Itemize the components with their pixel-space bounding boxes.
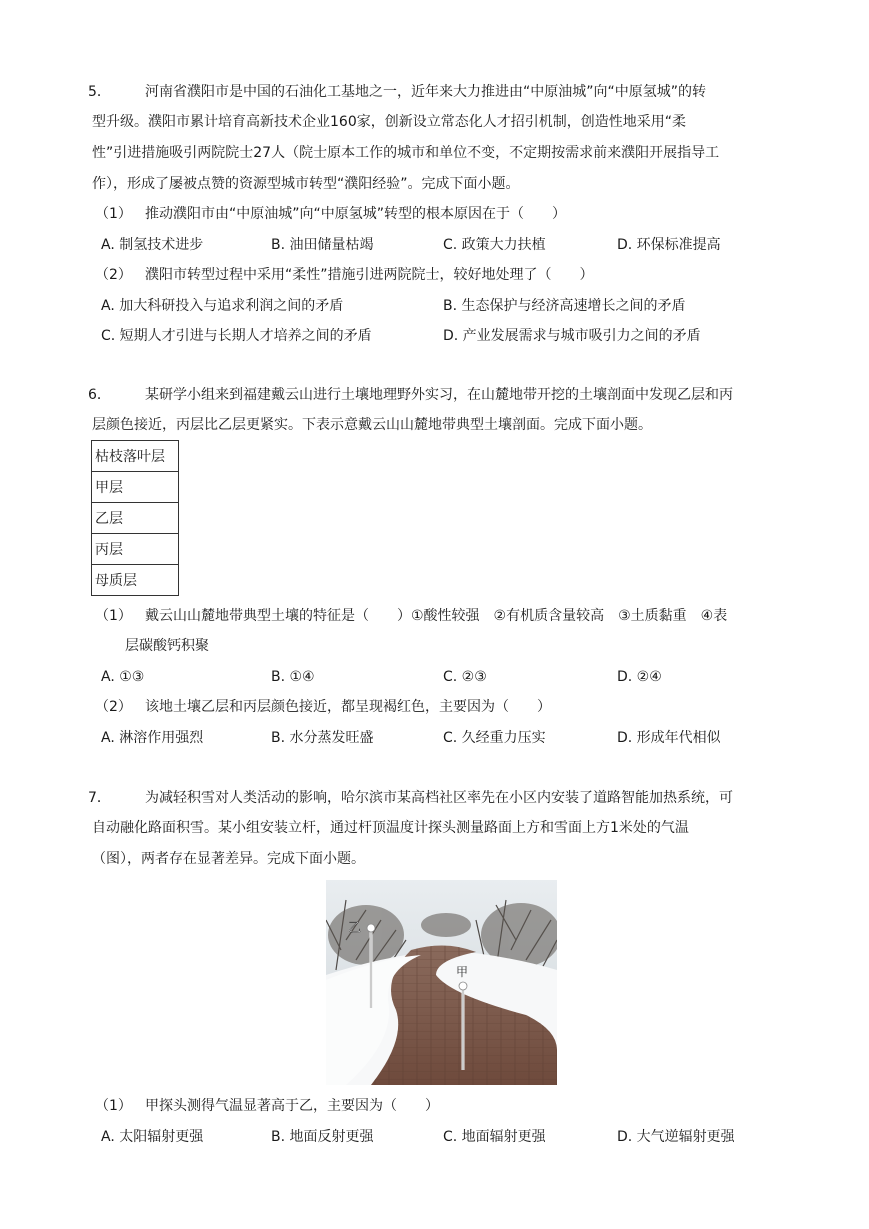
table-cell: 母质层 xyxy=(92,565,179,596)
stem-line: 型升级。濮阳市累计培育高新技术企业160家，创新设立常态化人才招引机制，创造性地采用“柔 xyxy=(92,114,686,130)
option-a[interactable]: A. 制氢技术进步 xyxy=(101,237,204,253)
table-cell: 乙层 xyxy=(92,503,179,534)
label-jia: 甲 xyxy=(456,965,469,979)
option-d[interactable]: D. 形成年代相似 xyxy=(617,730,721,746)
option-d[interactable]: D. 产业发展需求与城市吸引力之间的矛盾 xyxy=(443,328,701,344)
sub-question-text: 推动濮阳市由“中原油城”向“中原氢城”转型的根本原因在于（ ） xyxy=(145,206,567,222)
option-b[interactable]: B. 生态保护与经济高速增长之间的矛盾 xyxy=(443,298,686,314)
stem-line: 河南省濮阳市是中国的石油化工基地之一，近年来大力推进由“中原油城”向“中原氢城”的转 xyxy=(145,84,707,100)
sub-question-text: 濮阳市转型过程中采用“柔性”措施引进两院院士，较好地处理了（ ） xyxy=(145,267,594,283)
sub-question-label: （2） xyxy=(95,267,132,283)
label-yi: 乙 xyxy=(348,921,362,936)
option-c[interactable]: C. ②③ xyxy=(443,669,487,685)
photo-illustration xyxy=(326,880,557,1085)
question-number: 5． xyxy=(88,84,111,100)
option-c[interactable]: C. 久经重力压实 xyxy=(443,730,546,746)
option-b[interactable]: B. 油田储量枯竭 xyxy=(271,237,374,253)
option-a[interactable]: A. ①③ xyxy=(101,669,145,685)
question-number: 6． xyxy=(88,387,111,403)
sub-question-label: （2） xyxy=(95,699,132,715)
option-c[interactable]: C. 地面辐射更强 xyxy=(443,1129,546,1145)
stem-line: 层颜色接近，丙层比乙层更紧实。下表示意戴云山山麓地带典型土壤剖面。完成下面小题。 xyxy=(92,417,652,433)
stem-line: 自动融化路面积雪。某小组安装立杆，通过杆顶温度计探头测量路面上方和雪面上方1米处的气温 xyxy=(92,820,689,836)
option-a[interactable]: A. 太阳辐射更强 xyxy=(101,1129,204,1145)
stem-line: 性”引进措施吸引两院院士27人（院士原本工作的城市和单位不变，不定期按需求前来濮阳开展指导工 xyxy=(92,145,720,161)
stem-line: 为减轻积雪对人类活动的影响，哈尔滨市某高档社区率先在小区内安装了道路智能加热系统，可 xyxy=(145,790,733,806)
sub-question-text: 该地土壤乙层和丙层颜色接近，都呈现褐红色，主要因为（ ） xyxy=(145,699,551,715)
sub-question-text: 甲探头测得气温显著高于乙，主要因为（ ） xyxy=(145,1098,439,1114)
question-number: 7． xyxy=(88,790,111,806)
table-cell: 枯枝落叶层 xyxy=(92,441,179,472)
table-cell: 丙层 xyxy=(92,534,179,565)
soil-profile-table xyxy=(91,440,179,596)
option-d[interactable]: D. 大气逆辐射更强 xyxy=(617,1129,735,1145)
option-a[interactable]: A. 加大科研投入与追求利润之间的矛盾 xyxy=(101,298,344,314)
stem-line: 某研学小组来到福建戴云山进行土壤地理野外实习，在山麓地带开挖的土壤剖面中发现乙层和丙 xyxy=(145,387,733,403)
stem-line: 作），形成了屡被点赞的资源型城市转型“濮阳经验”。完成下面小题。 xyxy=(92,176,520,192)
option-b[interactable]: B. 水分蒸发旺盛 xyxy=(271,730,374,746)
option-a[interactable]: A. 淋溶作用强烈 xyxy=(101,730,204,746)
road-snow-photo xyxy=(326,880,557,1085)
sub-question-label: （1） xyxy=(95,206,132,222)
option-c[interactable]: C. 政策大力扶植 xyxy=(443,237,546,253)
option-c[interactable]: C. 短期人才引进与长期人才培养之间的矛盾 xyxy=(101,328,372,344)
option-d[interactable]: D. ②④ xyxy=(617,669,662,685)
option-b[interactable]: B. ①④ xyxy=(271,669,315,685)
sub-question-label: （1） xyxy=(95,1098,132,1114)
sub-question-text: 层碳酸钙积聚 xyxy=(125,638,209,654)
option-d[interactable]: D. 环保标准提高 xyxy=(617,237,721,253)
stem-line: （图），两者存在显著差异。完成下面小题。 xyxy=(92,851,365,867)
table-cell: 甲层 xyxy=(92,472,179,503)
sub-question-text: 戴云山山麓地带典型土壤的特征是（ ）①酸性较强 ②有机质含量较高 ③土质黏重 ④表 xyxy=(145,608,728,624)
option-b[interactable]: B. 地面反射更强 xyxy=(271,1129,374,1145)
sub-question-label: （1） xyxy=(95,608,132,624)
